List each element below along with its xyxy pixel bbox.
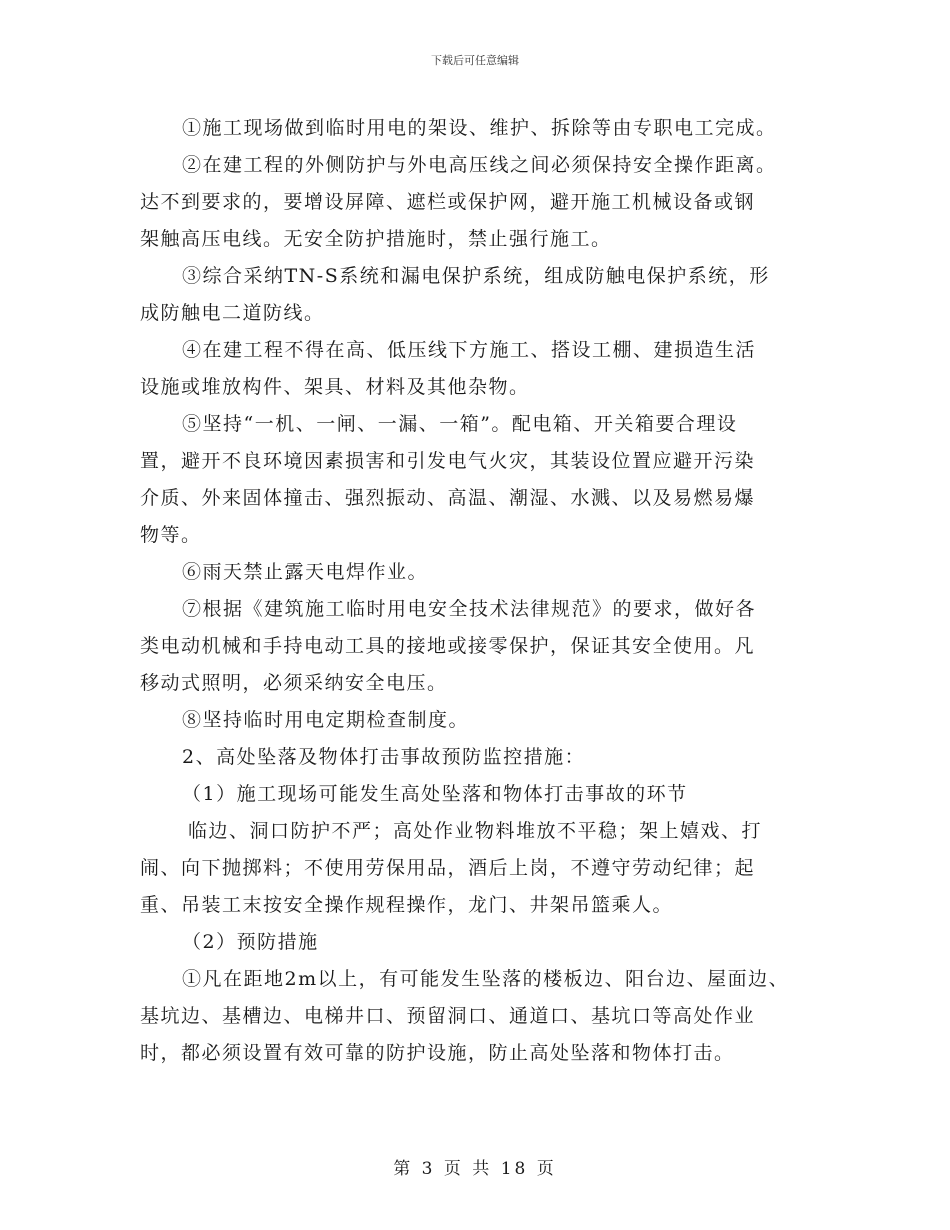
text-line: ⑧坚持临时用电定期检查制度。 — [182, 709, 470, 731]
text-line: 重、吊装工末按安全操作规程操作，龙门、井架吊篮乘人。 — [140, 894, 674, 916]
page-header: 下载后可任意编辑 — [431, 54, 519, 67]
text-line: 达不到要求的，要增设屏障、遮栏或保护网，避开施工机械设备或钢 — [140, 191, 756, 213]
text-line: ②在建工程的外侧防护与外电高压线之间必须保持安全操作距离。 — [182, 154, 777, 176]
text-line: 时，都必须设置有效可靠的防护设施，防止高处坠落和物体打击。 — [140, 1042, 735, 1064]
text-line: 基坑边、基槽边、电梯井口、预留洞口、通道口、基坑口等高处作业 — [140, 1005, 756, 1027]
text-line: ③综合采纳TN-S系统和漏电保护系统，组成防触电保护系统，形 — [182, 265, 770, 287]
text-line: 类电动机械和手持电动工具的接地或接零保护，保证其安全使用。凡 — [140, 635, 756, 657]
text-line: ①凡在距地2m以上，有可能发生坠落的楼板边、阳台边、屋面边、 — [182, 968, 790, 990]
text-line: 介质、外来固体撞击、强烈振动、高温、潮湿、水溅、以及易燃易爆 — [140, 487, 756, 509]
page-footer: 第 3 页 共 18 页 — [393, 1159, 557, 1179]
document-body — [140, 110, 830, 1072]
text-line: ⑦根据《建筑施工临时用电安全技术法律规范》的要求，做好各 — [182, 598, 757, 620]
text-line: 移动式照明，必须采纳安全电压。 — [140, 672, 448, 694]
text-line: （2）预防措施 — [182, 931, 319, 953]
text-line: 设施或堆放构件、架具、材料及其他杂物。 — [140, 376, 530, 398]
text-line: 闹、向下抛掷料；不使用劳保用品，酒后上岗，不遵守劳动纪律；起 — [140, 857, 756, 879]
text-line: ④在建工程不得在高、低压线下方施工、搭设工棚、建损造生活 — [182, 339, 757, 361]
text-line: ⑥雨天禁止露天电焊作业。 — [182, 561, 429, 583]
text-line: 架触高压电线。无安全防护措施时，禁止强行施工。 — [140, 228, 612, 250]
text-line: 成防触电二道防线。 — [140, 302, 325, 324]
text-line: 物等。 — [140, 524, 202, 546]
text-line: 置，避开不良环境因素损害和引发电气火灾，其装设位置应避开污染 — [140, 450, 756, 472]
text-line: 临边、洞口防护不严；高处作业物料堆放不平稳；架上嬉戏、打 — [188, 820, 763, 842]
text-line: ①施工现场做到临时用电的架设、维护、拆除等由专职电工完成。 — [182, 117, 777, 139]
text-line: ⑤坚持“一机、一闸、一漏、一箱”。配电箱、开关箱要合理设 — [182, 413, 738, 435]
text-line: （1）施工现场可能发生高处坠落和物体打击事故的环节 — [182, 783, 688, 805]
text-line: 2、高处坠落及物体打击事故预防监控措施： — [182, 746, 586, 768]
